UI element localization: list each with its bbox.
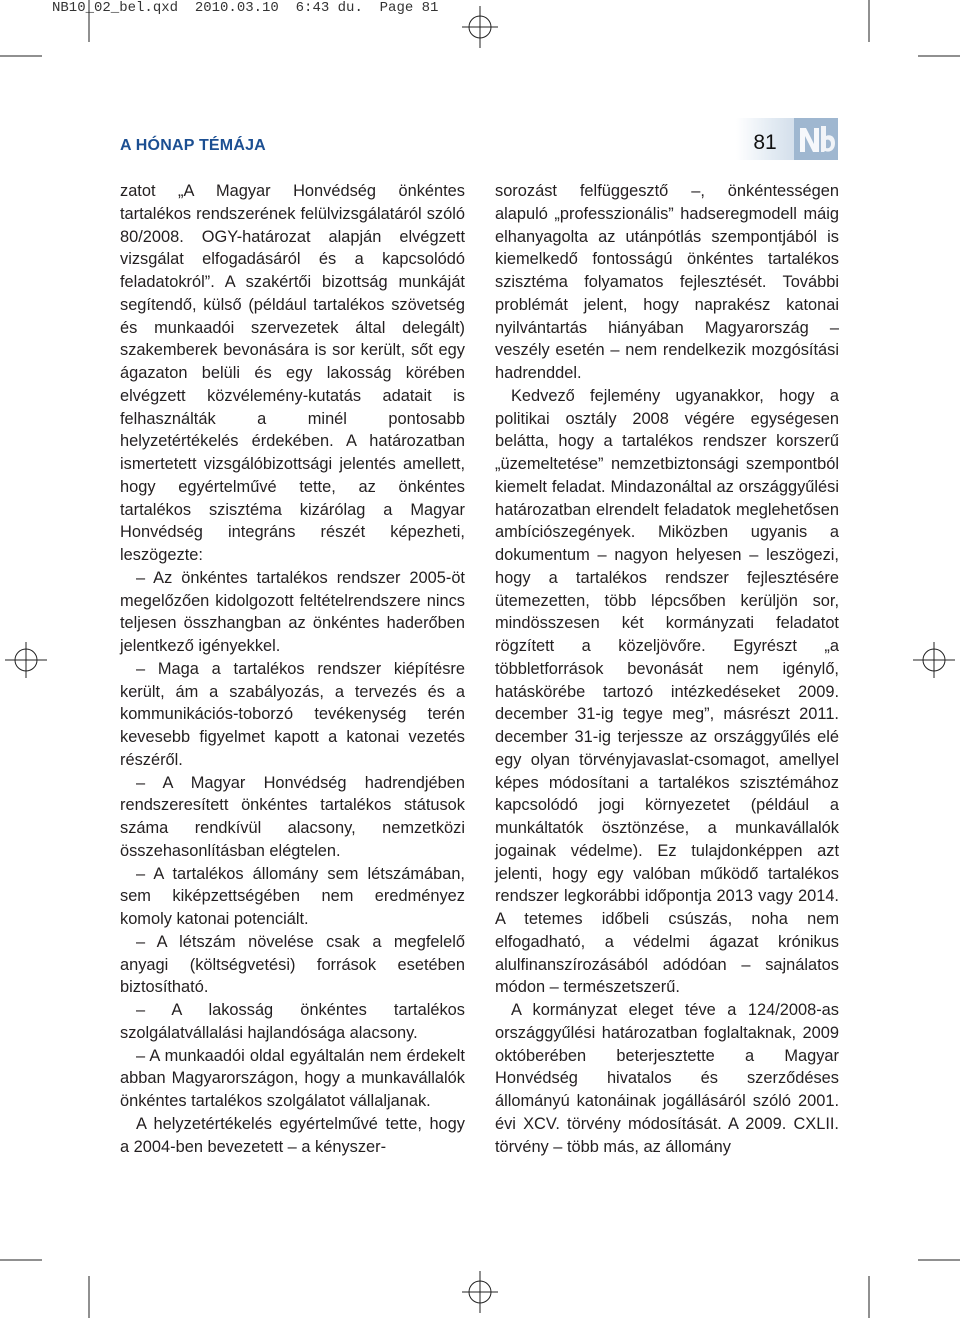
nb-logo-icon	[794, 118, 838, 160]
section-title: A HÓNAP TÉMÁJA	[120, 137, 266, 154]
registration-target-icon-left	[5, 642, 47, 678]
list-item: – A munkaadói oldal egyáltalán nem érdekelt abban Magyarországon, hogy a munkavállalók önkéntes tartalékos szolgálatot vállaljanak.	[120, 1046, 465, 1110]
registration-target-icon-top	[462, 6, 498, 48]
page-number: 81	[753, 131, 777, 154]
paragraph: zatot „A Magyar Honvédség önkéntes tartalékos rendszerének felülvizsgálatáról szóló 80/2008. OGY-határozat alapján elvégzett vizsgálat elfogadásáról és a kapcsolódó feladatokról”. A szakértői bizottság munkáját segítendő, külső (például tartalékos szövetség és munkaadói szervezetek által delegált) szakemberek bevonására is sor került, sőt egy ágazaton belüli és egy lakosság körében elvégzett közvélemény-kutatás adatait is felhasználták a minél pontosabb helyzetértékelés érdekében. A határozatban ismertetett vizsgálóbizottsági jelentés amellett, hogy egyértelművé tette, az önkéntes tartalékos szisztéma kizárólag a Magyar Honvédség integráns részét képezheti, leszögezte:	[120, 182, 465, 564]
page-number-box	[736, 118, 838, 160]
list-item: – Maga a tartalékos rendszer kiépítésre került, ám a szabályozás, a tervezés és a kommunikációs-toborzó tevékenység terén kevesebb figyelmet kapott a katonai vezetés részéről.	[120, 659, 465, 769]
paragraph: Kedvező fejlemény ugyanakkor, hogy a politikai osztály 2008 végére egységesen belátta, hogy a tartalékos rendszer korszerű „üzemeltetése” nemzetbiztonsági szempontból kiemelt feladat. Mindazonáltal az országgyűlési határozatban elrendelt feladatok meglehetősen ambíciószegények. Miközben ugyanis a dokumentum – nagyon helyesen – leszögezi, hogy a tartalékos rendszer fejlesztésére ütemezetten, több lépcsőben kerüljön sor, mindösszesen két kormányzati feladatot rögzített a közeljövőre. Egyrészt „a többletforrások bevonását nem igénylő, hatáskörébe tartozó intézkedéseket 2009. december 31-ig tegye meg”, másrészt 2011. december 31-ig terjessze az országgyűlés elé egy olyan törvényjavaslat-csomagot, amellyel képes módosítani a tartalékos szisztémához kapcsolódó jogi környezetet (például a munkáltatók ösztönzése, a munkavállalók jogainak védelme). Ez tulajdonképpen azt jelenti, hogy egy valóban működő tartalékos rendszer legkorábbi időpontja 2013 vagy 2014. A tetemes időbeli csúszás, noha nem elfogadható, a védelmi ágazat krónikus alulfinanszírozásából adódóan – sajnálatos módon – természetszerű.	[495, 386, 839, 997]
list-item: – Az önkéntes tartalékos rendszer 2005-öt megelőzően kidolgozott feltételrendszere nincs teljesen összhangban az önkéntes haderőben jelentkező igényekkel.	[120, 568, 465, 655]
file-slug: NB10_02_bel.qxd 2010.03.10 6:43 du. Page 81	[52, 0, 439, 16]
list-item: – A létszám növelése csak a megfelelő anyagi (költségvetési) források esetében biztosítható.	[120, 932, 465, 997]
list-item: – A Magyar Honvédség hadrendjében rendszeresített önkéntes tartalékos státusok száma rendkívül alacsony, nemzetközi összehasonlításban elégtelen.	[120, 773, 465, 860]
paragraph: A kormányzat eleget téve a 124/2008-as országgyűlési határozatban foglaltaknak, 2009 októberében beterjesztette a Magyar Honvédség hivatalos és szerződéses állományú katonáinak jogállásáról szóló 2001. évi XCV. törvény módosítását. A 2009. CXLII. törvény – több más, az állomány	[495, 1001, 839, 1156]
paragraph: A helyzetértékelés egyértelművé tette, hogy a 2004-ben bevezetett – a kényszer-	[120, 1114, 465, 1156]
list-item: – A lakosság önkéntes tartalékos szolgálatvállalási hajlandósága alacsony.	[120, 1001, 465, 1042]
registration-target-icon-right	[913, 642, 955, 678]
right-text-column	[495, 180, 839, 1158]
paragraph: sorozást felfüggesztő –, önkéntességen alapuló „professzionális” hadseregmodell máig elhanyagolta az utánpótlás szempontjából is kiemelkedő fontosságú önkéntes tartalékos szisztéma folyamatos fejlesztését. További problémát jelent, hogy naprakész katonai nyilvántartás hiányában Magyarország – veszély esetén – nem rendelkezik mozgósítási hadrenddel.	[495, 182, 839, 382]
left-text-column	[120, 180, 465, 1158]
registration-target-icon-bottom	[462, 1271, 498, 1313]
list-item: – A tartalékos állomány sem létszámában, sem kiképzettségében nem eredményez komoly katonai potenciált.	[120, 864, 465, 928]
